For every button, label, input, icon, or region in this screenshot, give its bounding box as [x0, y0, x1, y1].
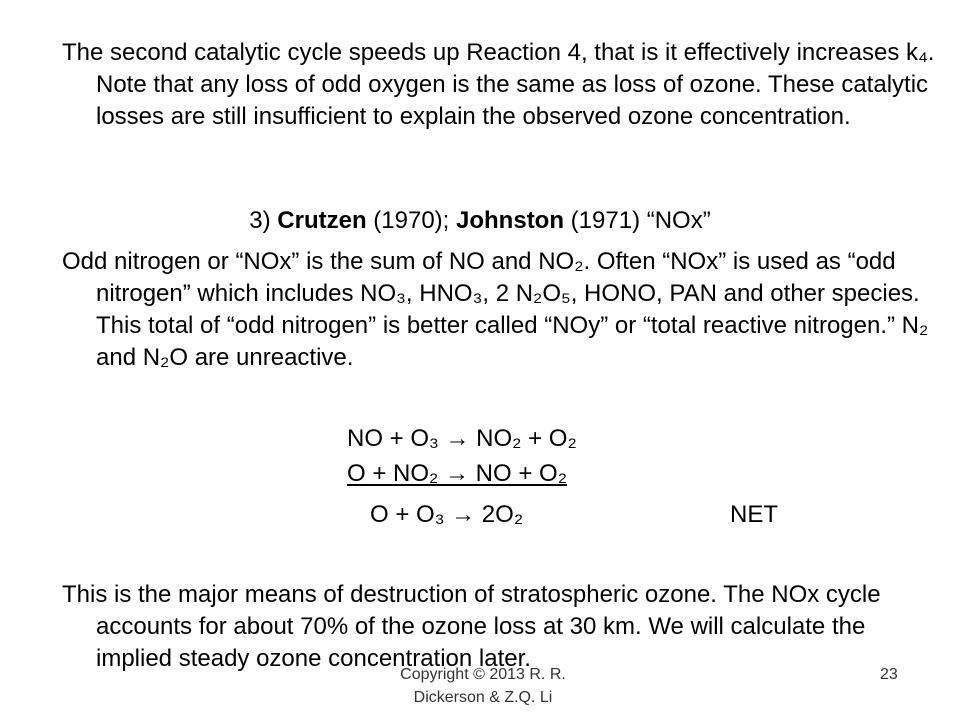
paragraph-conclusion: This is the major means of destruction of stratospheric ozone. The NOx cycle accounts for about 70% of the ozone loss at 30 km. We will calculate the implied steady ozone concentration later.: [62, 581, 881, 672]
heading-mid: (1970);: [366, 207, 457, 234]
section-heading: [0, 205, 960, 237]
copyright-line-2: Dickerson & Z.Q. Li: [413, 689, 553, 706]
paragraph-catalytic-cycle: The second catalytic cycle speeds up Reaction 4, that is it effectively increases k₄. Note that any loss of odd oxygen is the same as loss of ozone. These catalytic losses are still insufficient to explain the observed ozone concentration.: [62, 39, 935, 130]
page-number: 23: [880, 666, 898, 683]
reaction-2: O + NO₂ → NO + O₂: [347, 460, 568, 487]
copyright-line-1: Copyright © 2013 R. R.: [400, 666, 566, 683]
paragraph-odd-nitrogen: Odd nitrogen or “NOx” is the sum of NO and NO₂. Often “NOx” is used as “odd nitrogen” which includes NO₃, HNO₃, 2 N₂O₅, HONO, PAN and other species. This total of “odd nitrogen” is better called “NOy” or “total reactive nitrogen.” N₂ and N₂O are unreactive.: [62, 248, 929, 371]
reaction-net-label: NET: [730, 501, 778, 528]
heading-author-crutzen: Crutzen: [277, 207, 367, 234]
reaction-net: O + O₃ → 2O₂: [370, 501, 524, 528]
heading-author-johnston: Johnston: [456, 207, 565, 234]
footer-copyright: [383, 663, 583, 709]
heading-suffix: (1971) “NOx”: [564, 207, 711, 234]
reaction-1: NO + O₃ → NO₂ + O₂: [347, 425, 577, 452]
heading-prefix: 3): [249, 207, 278, 234]
